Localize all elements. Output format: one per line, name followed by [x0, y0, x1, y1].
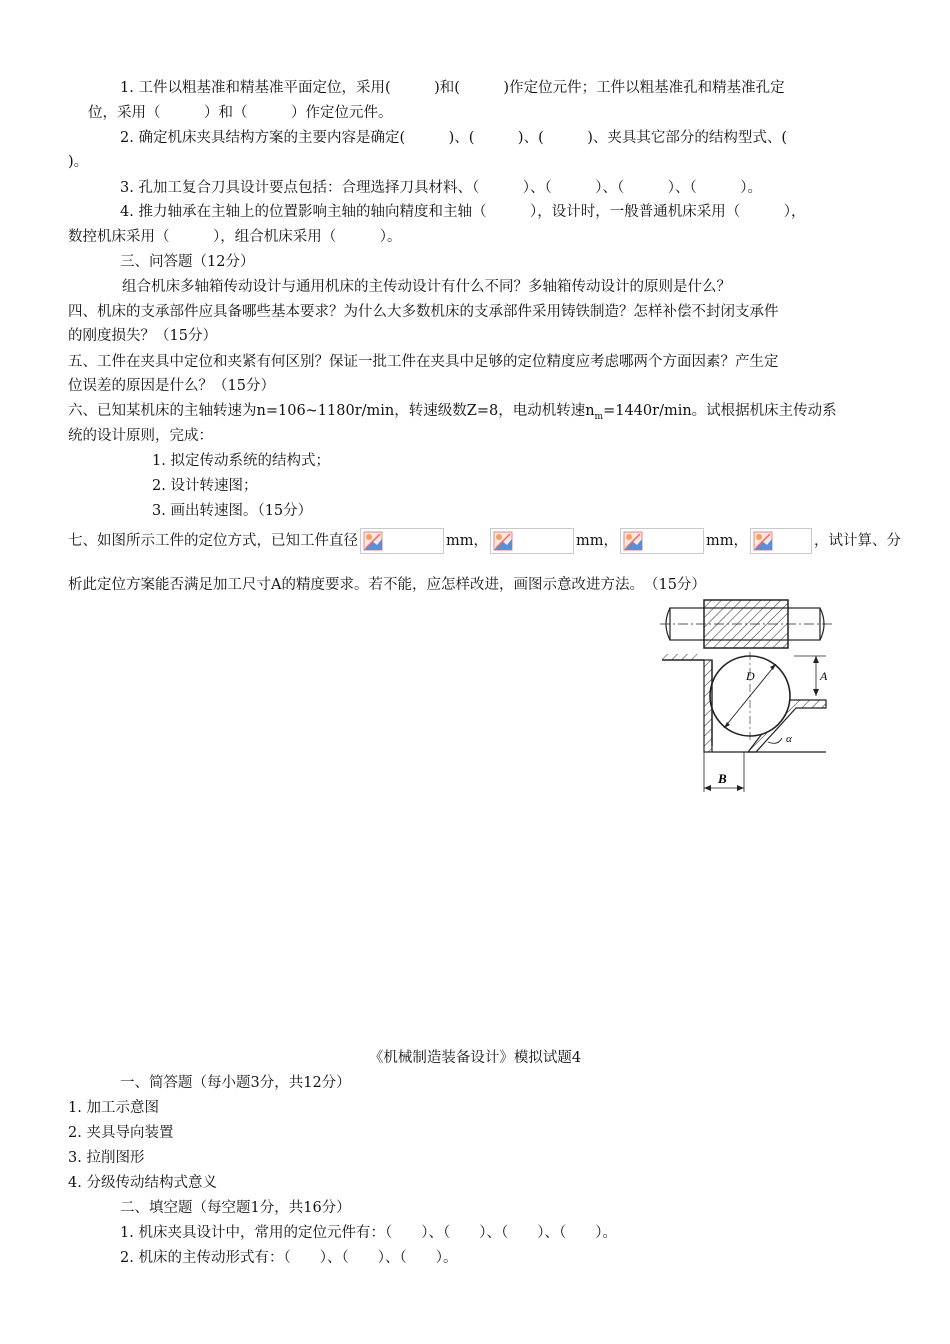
qa-q7-mm2: mm， [576, 533, 618, 549]
qa-q6-item2: 2. 设计转速图； [152, 478, 258, 494]
fill-q3: 3. 孔加工复合刀具设计要点包括：合理选择刀具材料、（ ）、（ ）、（ ）、（ ）。 [120, 180, 762, 196]
qa-q5-line2: 位误差的原因是什么？（15分） [68, 378, 275, 394]
fill-q1-line1: 1. 工件以粗基准和精基准平面定位，采用( )和( )作定位元件；工件以粗基准孔和精基准孔定 [120, 80, 785, 96]
figure-label-alpha: α [786, 733, 792, 745]
locating-fixture-figure [656, 596, 836, 796]
test4-sec1: 一、简答题（每小题3分，共12分） [120, 1075, 351, 1091]
fill-q2-line2: )。 [68, 154, 89, 170]
qa-q7-line2: 析此定位方案能否满足加工尺寸A的精度要求。若不能，应怎样改进，画图示意改进方法。 （15分） [68, 577, 706, 593]
qa-q6-line1 [68, 401, 837, 427]
broken-image-icon [620, 528, 704, 554]
figure-label-d: D [746, 669, 755, 683]
test4-item-3: 3. 拉削图形 [68, 1150, 145, 1166]
qa-q6-line2: 统的设计原则，完成： [68, 428, 213, 444]
fill-q2-line1: 2. 确定机床夹具结构方案的主要内容是确定( )、( )、( )、夹具其它部分的结构型式、( [120, 130, 788, 146]
qa-q6-item1: 1. 拟定传动系统的结构式； [152, 453, 330, 469]
qa-q7-line1 [68, 528, 901, 554]
test4-item-4: 4. 分级传动结构式意义 [68, 1175, 217, 1191]
figure-label-b: B [718, 771, 727, 786]
qa-q3: 组合机床多轴箱传动设计与通用机床的主传动设计有什么不同？多轴箱传动设计的原则是什么？ [122, 279, 731, 295]
figure-label-a: A [820, 669, 828, 683]
qa-q4-line2: 的刚度损失？（15分） [68, 328, 217, 344]
test4-sec2: 二、填空题（每空题1分，共16分） [120, 1200, 351, 1216]
qa-q5-line1: 五、工件在夹具中定位和夹紧有何区别？保证一批工件在夹具中足够的定位精度应考虑哪两个方面因素？产生定 [68, 354, 779, 370]
fill-q4-line2: 数控机床采用（ ），组合机床采用（ ）。 [68, 229, 402, 245]
broken-image-icon [360, 528, 444, 554]
qa-q6-sub: m [594, 411, 604, 422]
qa-q7-mm3: mm， [706, 533, 748, 549]
fill-q4-line1: 4. 推力轴承在主轴上的位置影响主轴的轴向精度和主轴（ ），设计时，一般普通机床采用（ ）， [120, 204, 806, 220]
test4-item-1: 1. 加工示意图 [68, 1100, 159, 1116]
fill-q1-line2: 位，采用（ ）和（ ）作定位元件。 [88, 105, 393, 121]
test4-item-2: 2. 夹具导向装置 [68, 1125, 174, 1141]
test4-fill-2: 2. 机床的主传动形式有：（ ）、（ ）、（ ）。 [120, 1250, 458, 1266]
qa-heading: 三、问答题（12分） [120, 254, 255, 270]
qa-q6-item3: 3. 画出转速图。（15分） [152, 503, 313, 519]
qa-q4-line1: 四、机床的支承部件应具备哪些基本要求？为什么大多数机床的支承部件采用铸铁制造？怎样补偿不封闭支承件 [68, 304, 779, 320]
qa-q7-pre: 七、如图所示工件的定位方式，已知工件直径 [68, 533, 358, 549]
test4-fill-1: 1. 机床夹具设计中，常用的定位元件有：（ ）、（ ）、（ ）、（ ）。 [120, 1225, 617, 1241]
qa-q6-text-a: 六、已知某机床的主轴转速为n=106~1180r/min，转速级数Z=8，电动机转速n [68, 403, 595, 419]
broken-image-icon [750, 528, 812, 554]
broken-image-icon [490, 528, 574, 554]
qa-q6-text-b: =1440r/min。试根据机床主传动系 [603, 403, 837, 419]
test4-title: 《机械制造装备设计》模拟试题4 [368, 1050, 582, 1066]
qa-q7-post: ，试计算、分 [814, 533, 901, 549]
qa-q7-mm1: mm， [446, 533, 488, 549]
